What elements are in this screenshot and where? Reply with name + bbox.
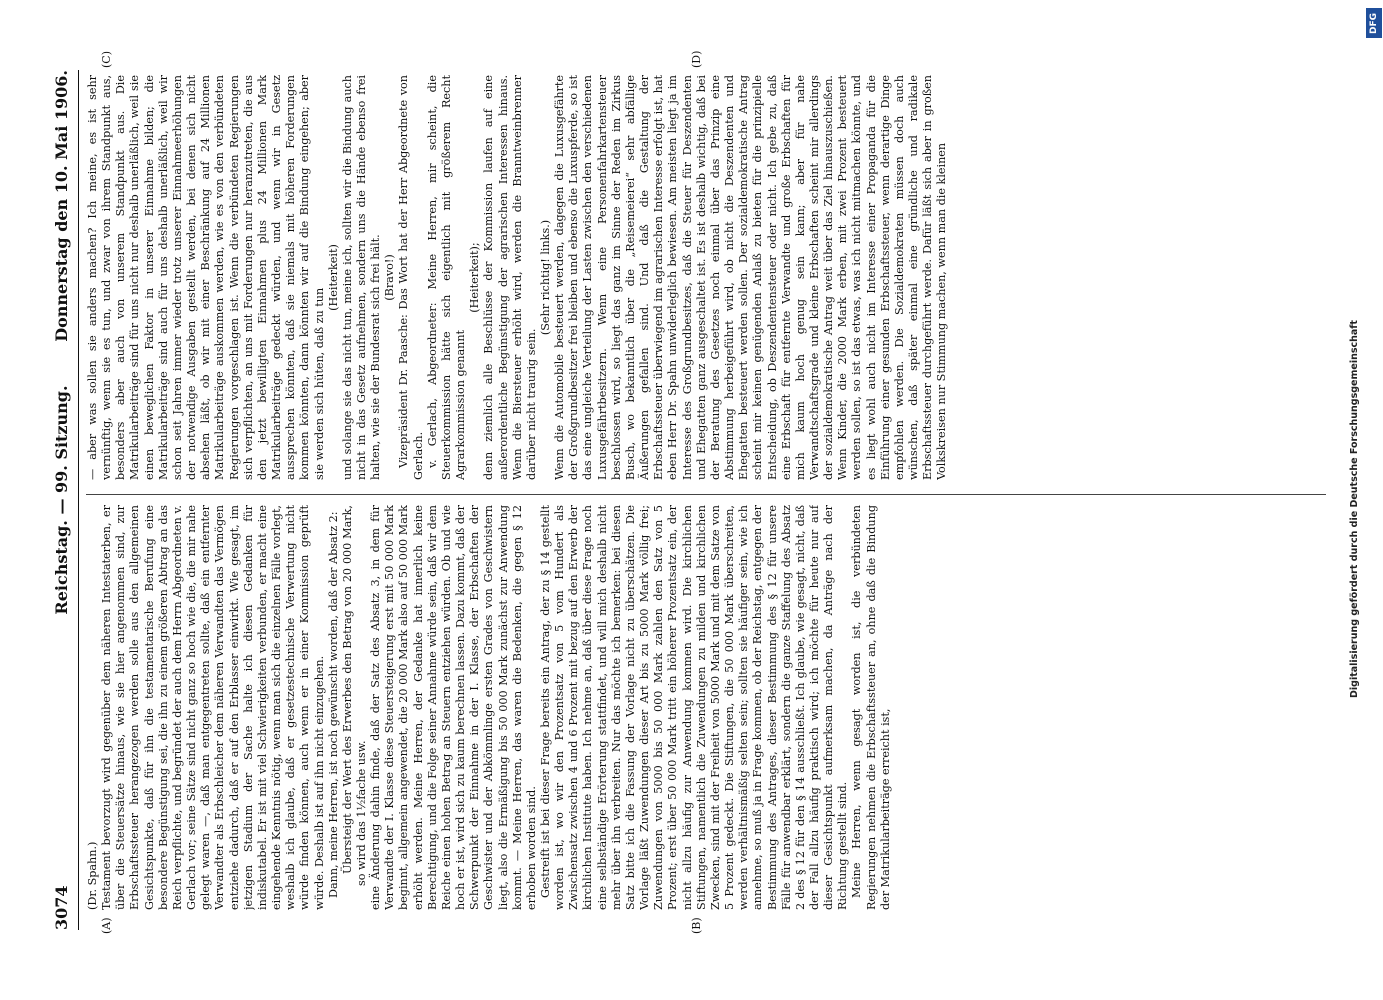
paragraph: Vizepräsident Dr. Paasche: Das Wort hat der Herr Abgeordnete von Gerlach.: [397, 75, 425, 480]
digitization-notice: Digitalisierung gefördert durch die Deutsche Forschungsgemeinschaft: [1349, 320, 1360, 698]
margin-mark-b: (B): [690, 917, 703, 934]
paragraph: und solange sie das nicht tun, meine ich, sollten wir die Bindung auch nicht in das Gesetz aufnehmen, sondern uns die Hände ebenso frei halten, wie sie der Bundesrat sich frei hält.: [340, 75, 383, 480]
margin-mark-a: (A): [100, 917, 113, 934]
session-date: Donnerstag den 10. Mai 1906.: [52, 70, 71, 342]
paragraph: Testament bevorzugt wird gegenüber dem näheren Intestaterben, er über die Steuersätze hinaus, wie sie hier angenommen sind, zur Erbschaftssteuer herangezogen werden solle aus den allgemeinen Gesichtspunkte, daß für ihn die testamentarische Berufung eine besondere Begünstigung sei, die ihn zu einem größeren Abtrag an das Reich verpflichte, und begründet der auch dem Herrn Abgeordneten v. Gerlach vor; seine Sätze sind nicht ganz so hoch wie die, die mir nahe gelegt waren —, daß man entgegentreten sollte, daß ein entfernter Verwandter als Erbschleicher dem näheren Verwandten das Vermögen entziehe dadurch, daß er auf den Erblasser einwirkt. Wie gesagt, im jetzigen Stadium der Sache halte ich diesen Gedanken für indiskutabel. Er ist mit viel Schwierigkeiten verbunden, er macht eine eingehende Kenntnis nötig, wenn man sich die einzelnen Fälle vorlegt, weshalb ich glaube, daß er gesetzestechnische Verwertung nicht würde finden können, auch wenn er in einer Kommission geprüft würde. Deshalb ist auf ihn nicht einzugehen.: [100, 505, 326, 910]
margin-mark-c: (C): [100, 51, 113, 68]
paragraph: — aber was sollen sie anders machen? Ich meine, es ist sehr vernünftig, wenn sie es tun, und zwar von ihrem Standpunkt aus, besonders aber auch von unserem Standpunkt aus. Die Matrikularbeiträge sind für uns nicht nur deshalb unerläßlich, weil sie einen beweglichen Faktor in unserer Einnahme bilden; die Matrikularbeiträge sind auch für uns deshalb unerläßlich, weil wir schon seit Jahren immer wieder trotz unserer Einnahmeerhöhungen der notwendige Ausgaben gestellt werden, bei denen sich nicht absehen läßt, ob wir mit einer Beschränkung auf 24 Millionen Matrikularbeiträge auskommen werden, wie es von den verbündeten Regierungen vorgeschlagen ist. Wenn die verbündeten Regierungen sich verpflichten, an uns mit Forderungen nur heranzutreten, die aus den jetzt bewilligten Einnahmen plus 24 Millionen Mark Matrikularbeiträge gedeckt würden, und wenn wir in Gesetz aussprechen könnten, daß sie niemals mit höheren Forderungen kommen könnten, dann könnten wir auf die Bindung eingehen; aber sie werden sich hüten, daß zu tun: [86, 75, 326, 480]
paragraph: v. Gerlach, Abgeordneter: Meine Herren, mir scheint, die Steuerkommission hätte sich eigentlich mit größerem Recht Agrarkommission genannt: [425, 75, 468, 480]
quoted-clause: Übersteigt der Wert des Erwerbes den Betrag von 20 000 Mark, so wird das 1½fache usw.: [340, 505, 368, 886]
interjection: (Heiterkeit);: [468, 242, 482, 313]
page-number: 3074: [52, 885, 71, 930]
dfg-logo: DFG: [1366, 8, 1382, 38]
session-title: Reichstag. — 99. Sitzung.: [52, 385, 71, 615]
speaker-tag: (Dr. Spahn.): [86, 841, 99, 910]
paragraph: eine Änderung dahin finde, daß der Satz des Absatz 3, in dem für Verwandte der I. Klasse diese Steuersteigerung erst mit 50 000 Mark beginnt, allgemein angewendet, die 20 000 Mark also auf 50 000 Mark erhöht werden. Meine Herren, der Gedanke hat innerlich keine Berechtigung, und die Folge seiner Annahme würde sein, daß wir dem Reiche einen hohen Betrag an Steuern entziehen würden. Ob und wie hoch er ist, wird sich zu kaum berechnen lassen. Dazu kommt, daß der Schwerpunkt der Einnahme in der I. Klasse, der Erbschaften der Geschwister und der Abkömmlinge ersten Grades von Geschwistern liegt, also die Ermäßigung bis 50 000 Mark zunächst zur Anwendung kommt. — Meine Herren, das waren die Bedenken, die gegen § 12 erhoben worden sind.: [369, 505, 538, 910]
interjection: (Bravo!): [383, 254, 397, 301]
paragraph: denn ziemlich alle Beschlüsse der Kommission laufen auf eine außerordentliche Begünstigung der agrarischen Interessen hinaus. Wenn die Biersteuer erhöht wird, werden die Branntweinbrenner darüber nicht traurig sein.: [482, 75, 538, 480]
column-divider: [86, 494, 1326, 495]
right-text-column: [86, 75, 1326, 480]
paragraph: Gestreift ist bei dieser Frage bereits ein Antrag, der zu § 14 gestellt worden ist, wo wir den Prozentsatz von 5 vom Hundert als Zwischensatz zwischen 4 und 6 Prozent mit bezug auf den Erwerb der kirchlichen Institute haben. Ich nehme an, daß über diese Frage noch eine selbständige Erörterung stattfindet, und will mich deshalb nicht mehr über ihn verbreiten. Nur das möchte ich bemerken: bei diesen Satz bitte ich die Fassung der Vorlage nicht zu überschätzen. Die Vorlage läßt Zuwendungen dieser Art bis zu 5000 Mark völlig frei; Zuwendungen von 5000 bis 50 000 Mark zahlen den Satz von 5 Prozent; erst über 50 000 Mark tritt ein höherer Prozentsatz ein, der nicht allzu häufig zur Anwendung kommen wird. Die kirchlichen Stiftungen, namentlich die Zuwendungen zu milden und kirchlichen Zwecken, sind mit der Freiheit von 5000 Mark und mit dem Satze von 5 Prozent gedeckt. Die Stiftungen, die 50 000 Mark überschreiten, werden verhältnismäßig selten sein; sollten sie häufiger sein, wie ich annehme, so muß ja in Frage kommen, ob der Reichstag, entgegen der Bestimmung des Antrages, dieser Bestimmung des § 12 für unsere Fälle für anwendbar erklärt, sondern die ganze Staffelung des Absatz 2 des § 12 für den § 14 ausschließt. Ich glaube, wie gesagt, nicht, daß der Fall allzu häufig praktisch wird; ich möchte für heute nur auf dieser Gesichtspunkt aufmerksam machen, da Anträge nach der Richtung gestellt sind.: [539, 505, 850, 910]
page-header: [50, 70, 76, 930]
paragraph: Dann, meine Herren, ist noch gewünscht worden, daß der Absatz 2:: [326, 511, 340, 898]
interjection: (Heiterkeit): [326, 244, 340, 311]
margin-mark-d: (D): [690, 50, 703, 68]
interjection: (Sehr richtig! links.): [539, 219, 552, 336]
paragraph: Wenn die Automobile besteuert werden, dagegen die Luxusgefährte der Großgrundbesitzer frei bleiben und ebenso die Luxuspferde, so ist das eine ungleiche Verteilung der Lasten zwischen den verschiedenen Luxusgefährtbesitzern. Wenn eine Personenfahrkartensteuer beschlossen wird, so liegt das ganz im Sinne der Reden im Zirkus Busch, wo bekanntlich über die „Reisemeierei“ sehr abfällige Äußerungen gefallen sind. Und daß die Gestaltung der Erbschaftssteuer überwiegend im agrarischen Interesse erfolgt ist, hat eben Herr Dr. Spahn unwiderleglich bewiesen. Am meisten liegt ja im Interesse des Großgrundbesitzes, daß die Steuer für Deszendenten und Ehegatten ganz ausgeschaltet ist. Es ist deshalb wichtig, daß bei der Beratung des Gesetzes noch einmal über das Prinzip eine Abstimmung herbeigeführt wird, ob nicht die Deszendenten und Ehegatten besteuert werden sollen. Der sozialdemokratische Antrag scheint mir keinen genügenden Anlaß zu bieten für die prinzipielle Entscheidung, ob Deszendentensteuer oder nicht. Ich gebe zu, daß eine Erbschaft für entfernte Verwandte und große Erbschaften für mich kaum hoch genug sein kann; aber für nahe Verwandtschaftsgrade und kleine Erbschaften scheint mir allerdings der sozialdemokratische Antrag weit über das Ziel hinauszuschießen. Wenn Kinder, die 2000 Mark erben, mit zwei Prozent besteuert werden sollen, so ist das etwas, was ich nicht mitmachen könnte, und es liegt wohl auch nicht im Interesse einer Propaganda für die Einführung einer gesunden Erbschaftssteuer, wenn derartige Dinge empfohlen werden. Die Sozialdemokraten müssen doch auch wünschen, daß später einmal eine gründliche und radikale Erbschaftssteuer durchgeführt werde. Dafür läßt sich aber in großen Volkskreisen nur Stimmung machen, wenn man die kleinen: [553, 75, 949, 480]
paragraph: Meine Herren, wenn gesagt worden ist, die verbündeten Regierungen nehmen die Erbschaftssteuer an, ohne daß die Bindung der Matrikularbeiträge erreicht ist,: [850, 505, 892, 910]
left-text-column: [86, 505, 1326, 910]
header-rule: [78, 70, 79, 930]
